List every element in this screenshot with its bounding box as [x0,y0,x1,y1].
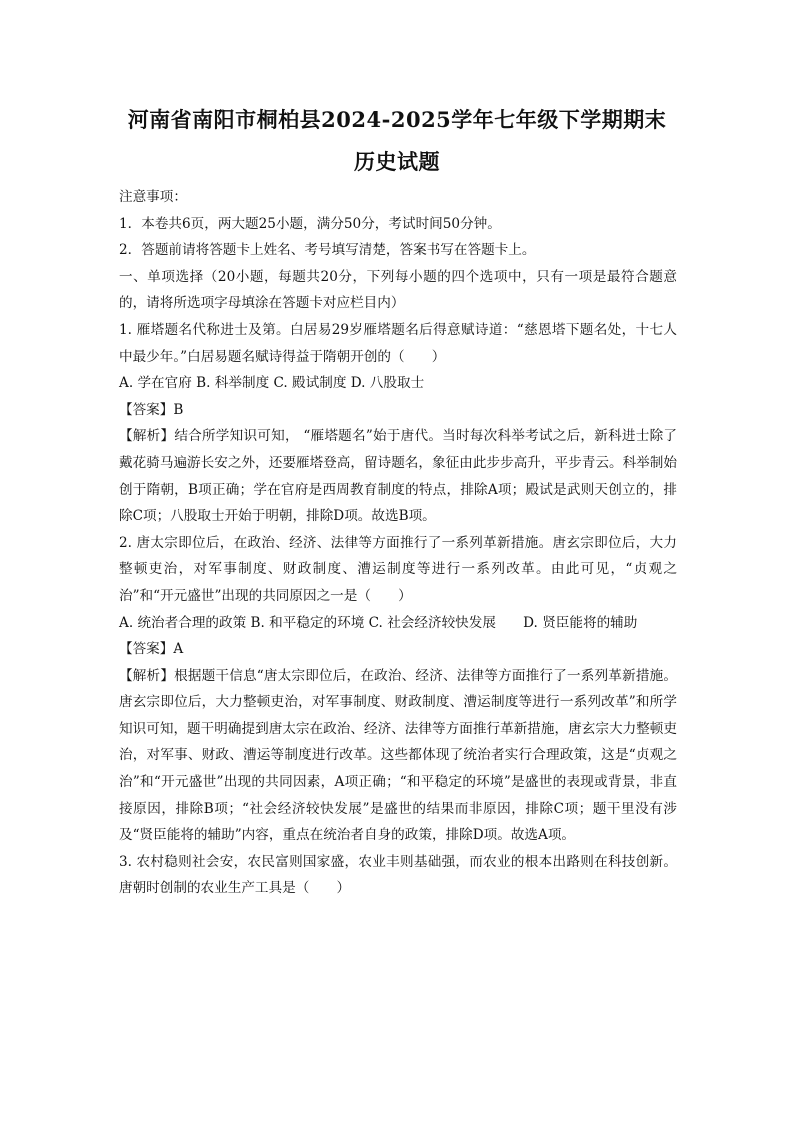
question-2-analysis: 【解析】根据题干信息“唐太宗即位后，在政治、经济、法律等方面推行了一系列革新措施。唐玄宗即位后，大力整顿吏治，对军事制度、财政制度、漕运制度等进行一系列改革”和所学知识可知，题干明确提到唐太宗在政治、经济、法律等方面推行革新措施，唐玄宗大力整顿吏治，对军事、财政、漕运等制度进行改革。这些都体现了统治者实行合理政策，这是“贞观之治”和“开元盛世”出现的共同因素，A项正确；“和平稳定的环境”是盛世的表现或背景，非直接原因，排除B项；“社会经济较快发展”是盛世的结果而非原因，排除C项；题干里没有涉及“贤臣能将的辅助”内容，重点在统治者自身的政策，排除D项。故选A项。 [119,667,677,844]
question-3-stem: 3. 农村稳则社会安，农民富则国家盛，农业丰则基础强，而农业的根本出路则在科技创新。唐朝时创制的农业生产工具是（ ） [119,853,677,897]
question-1-options: A. 学在官府 B. 科举制度 C. 殿试制度 D. 八股取士 [119,375,425,392]
question-1-answer: 【答案】B [119,401,184,418]
document-title: 河南省南阳市桐柏县2024-2025学年七年级下学期期末 [127,107,667,132]
question-1-stem: 1. 雁塔题名代称进士及第。白居易29岁雁塔题名后得意赋诗道：“慈恩塔下题名处，十七人中最少年。”白居易题名赋诗得益于隋朝开创的（ ） [119,321,677,365]
question-2-answer: 【答案】A [119,641,184,658]
notice-item-1: 1．本卷共6页，两大题25小题，满分50分，考试时间50分钟。 [119,215,501,232]
question-2-stem: 2. 唐太宗即位后，在政治、经济、法律等方面推行了一系列革新措施。唐玄宗即位后，大力整顿吏治，对军事制度、财政制度、漕运制度等进行一系列改革。由此可见，“贞观之治”和“开元盛世”出现的共同原因之一是（ ） [119,534,677,604]
question-2-options: A. 统治者合理的政策 B. 和平稳定的环境 C. 社会经济较快发展 D. 贤臣能将的辅助 [119,614,638,631]
document-subtitle: 历史试题 [354,149,440,174]
notice-heading: 注意事项： [119,189,187,205]
question-1-analysis: 【解析】结合所学知识可知， “雁塔题名”始于唐代。当时每次科举考试之后，新科进士除了戴花骑马遍游长安之外，还要雁塔登高，留诗题名，象征由此步步高升，平步青云。科举制始创于隋朝，B项正确；学在官府是西周教育制度的特点，排除A项；殿试是武则天创立的，排除C项；八股取士开始于明朝，排除D项。故选B项。 [119,428,677,525]
document-body [119,184,677,902]
section-heading: 一、单项选择（20小题，每题共20分，下列每小题的四个选项中，只有一项是最符合题意的，请将所选项字母填涂在答题卡对应栏目内） [119,268,677,312]
notice-item-2: 2．答题前请将答题卡上姓名、考号填写清楚，答案书写在答题卡上。 [119,242,536,259]
